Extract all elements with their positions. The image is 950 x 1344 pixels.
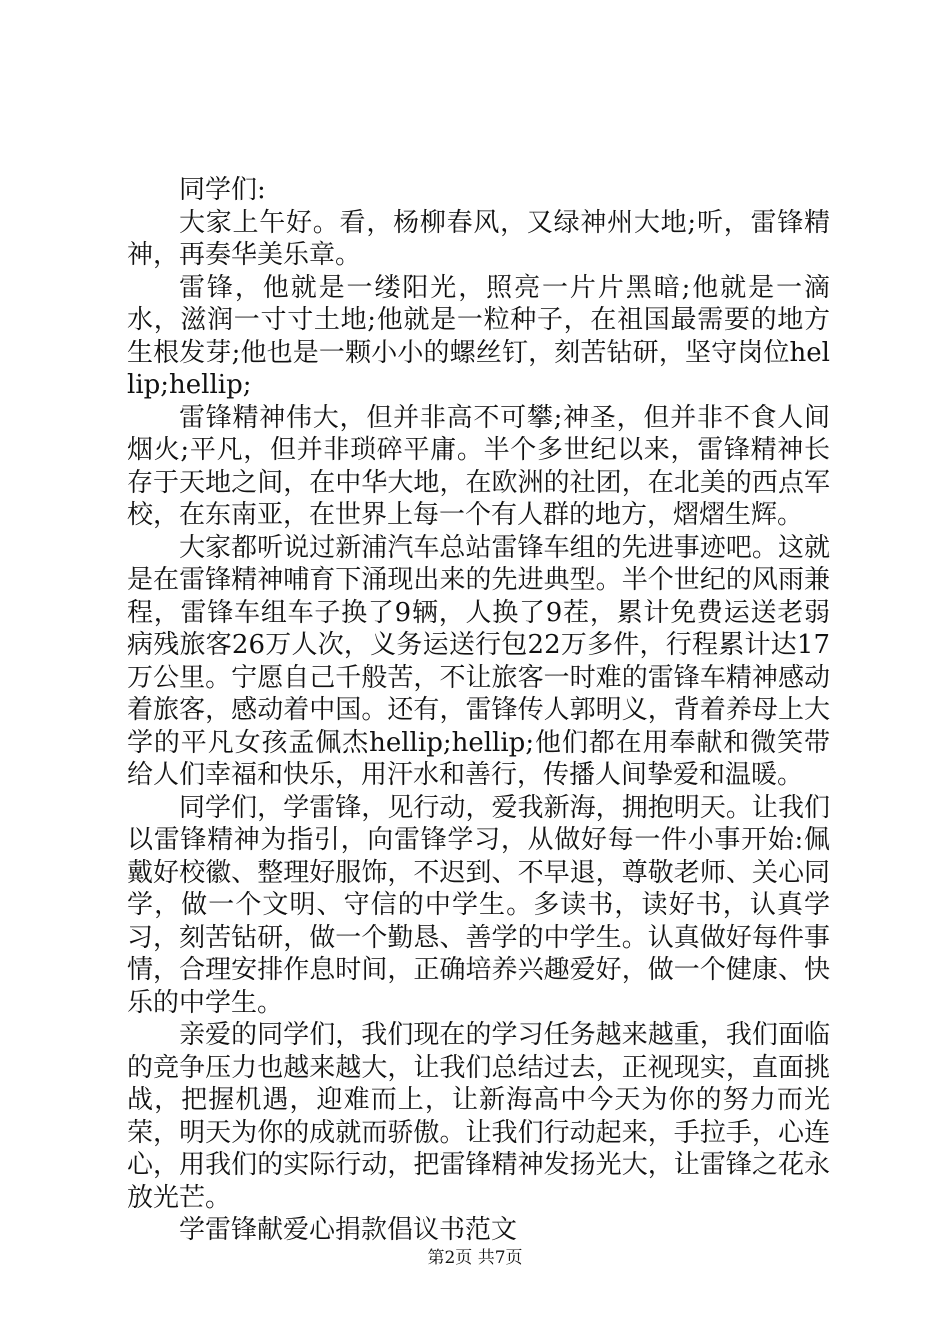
section-heading: 学雷锋献爱心捐款倡议书范文 bbox=[179, 1215, 518, 1245]
body-paragraph: 亲爱的同学们，我们现在的学习任务越来越重，我们面临的竞争压力也越来越大，让我们总结过去，正视现实，直面挑战，把握机遇，迎难而上，让新海高中今天为你的努力而光荣，明天为你的成就而骄傲。让我们行动起来，手拉手，心连心，用我们的实际行动，把雷锋精神发扬光大，让雷锋之花永放光芒。 bbox=[127, 1020, 830, 1213]
page-number-footer: 第2页 共7页 bbox=[427, 1248, 523, 1268]
body-paragraph: 大家都听说过新浦汽车总站雷锋车组的先进事迹吧。这就是在雷锋精神哺育下涌现出来的先进典型。半个世纪的风雨兼程，雷锋车组车子换了9辆，人换了9茬，累计免费运送老弱病残旅客26万人次，义务运送行包22万多件，行程累计达17万公里。宁愿自己千般苦，不让旅客一时难的雷锋车精神感动着旅客，感动着中国。还有，雷锋传人郭明义，背着养母上大学的平凡女孩孟佩杰hellip;hellip;他们都在用奉献和微笑带给人们幸福和快乐，用汗水和善行，传播人间挚爱和温暖。 bbox=[127, 532, 830, 790]
greeting-paragraph: 同学们: bbox=[179, 175, 266, 205]
body-paragraph: 雷锋精神伟大，但并非高不可攀;神圣，但并非不食人间烟火;平凡，但并非琐碎平庸。半个多世纪以来，雷锋精神长存于天地之间，在中华大地，在欧洲的社团，在北美的西点军校，在东南亚，在世界上每一个有人群的地方，熠熠生辉。 bbox=[127, 402, 830, 530]
body-paragraph: 同学们，学雷锋，见行动，爱我新海，拥抱明天。让我们以雷锋精神为指引，向雷锋学习，从做好每一件小事开始:佩戴好校徽、整理好服饰，不迟到、不早退，尊敬老师、关心同学，做一个文明、守信的中学生。多读书，读好书，认真学习，刻苦钻研，做一个勤恳、善学的中学生。认真做好每件事情，合理安排作息时间，正确培养兴趣爱好，做一个健康、快乐的中学生。 bbox=[127, 792, 830, 1018]
body-paragraph: 大家上午好。看，杨柳春风，又绿神州大地;听，雷锋精神，再奏华美乐章。 bbox=[127, 207, 830, 270]
document-body bbox=[127, 174, 830, 1247]
body-paragraph: 雷锋，他就是一缕阳光，照亮一片片黑暗;他就是一滴水，滋润一寸寸土地;他就是一粒种子，在祖国最需要的地方生根发芽;他也是一颗小小的螺丝钉，刻苦钻研，坚守岗位hellip;hellip; bbox=[127, 272, 830, 400]
